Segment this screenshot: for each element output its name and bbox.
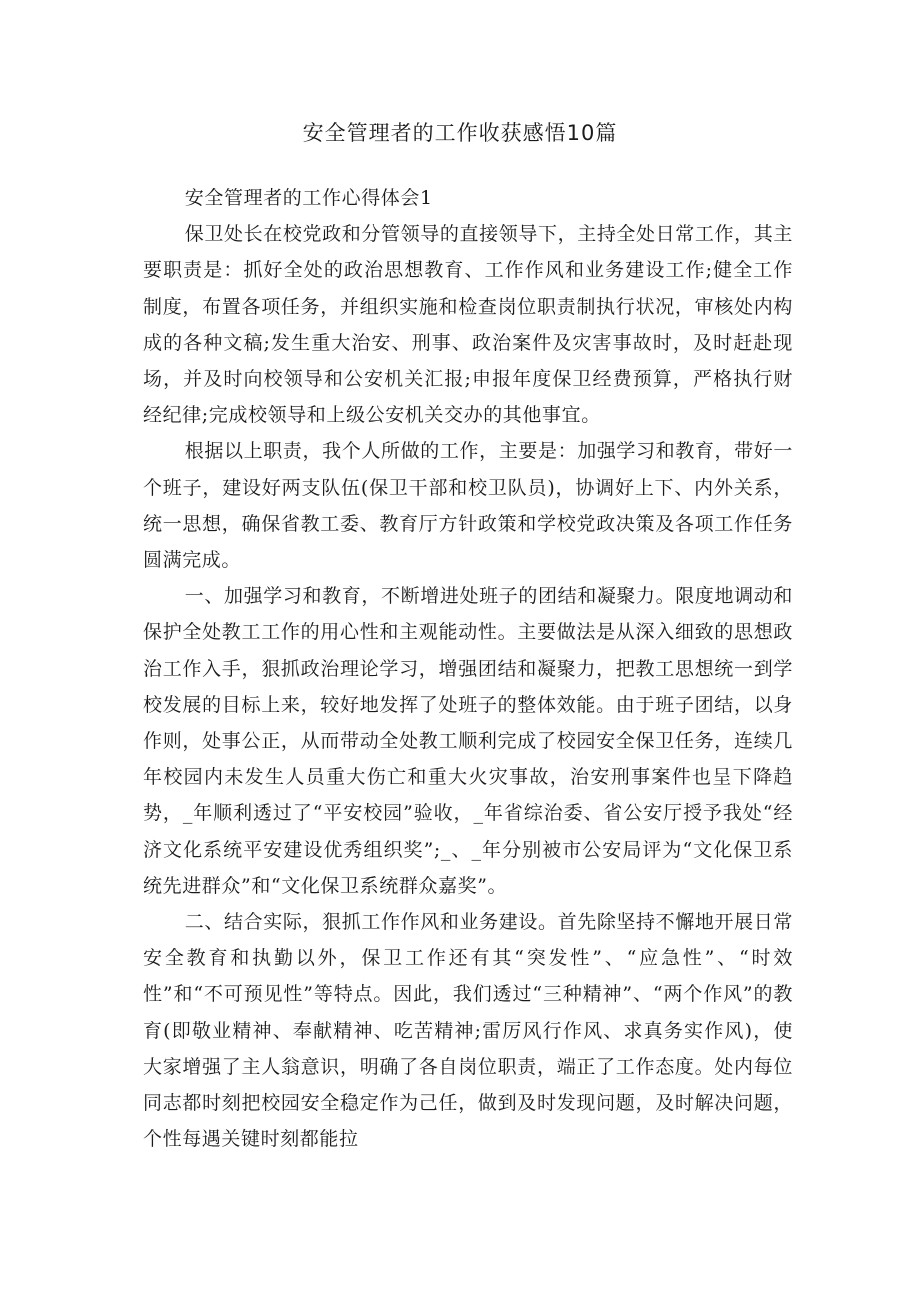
paragraph-duties: 保卫处长在校党政和分管领导的直接领导下，主持全处日常工作，其主要职责是：抓好全处的政治思想教育、工作作风和业务建设工作;健全工作制度，布置各项任务，并组织实施和检查岗位职责制执行状况，审核处内构成的各种文稿;发生重大治安、刑事、政治案件及灾害事故时，及时赶赴现场，并及时向校领导和公安机关汇报;申报年度保卫经费预算，严格执行财经纪律;完成校领导和上级公安机关交办的其他事宜。 (143, 223, 793, 427)
document-body (143, 180, 793, 1157)
section-heading: 安全管理者的工作心得体会1 (184, 187, 433, 209)
document-title: 安全管理者的工作收获感悟10篇 (302, 121, 618, 145)
paragraph-study-education: 一、加强学习和教育，不断增进处班子的团结和凝聚力。限度地调动和保护全处教工工作的用心性和主观能动性。主要做法是从深入细致的思想政治工作入手，狠抓政治理论学习，增强团结和凝聚力，把教工思想统一到学校发展的目标上来，较好地发挥了处班子的整体效能。由于班子团结，以身作则，处事公正，从而带动全处教工顺利完成了校园安全保卫任务，连续几年校园内未发生人员重大伤亡和重大火灾事故，治安刑事案件也呈下降趋势，_年顺利透过了“平安校园”验收，_年省综治委、省公安厅授予我处“经济文化系统平安建设优秀组织奖”;_、_年分别被市公安局评为“文化保卫系统先进群众”和“文化保卫系统群众嘉奖”。 (143, 585, 793, 897)
paragraph-work-summary: 根据以上职责，我个人所做的工作，主要是：加强学习和教育，带好一个班子，建设好两支队伍(保卫干部和校卫队员)，协调好上下、内外关系，统一思想，确保省教工委、教育厅方针政策和学校党政决策及各项工作任务圆满完成。 (143, 440, 793, 572)
paragraph-work-style: 二、结合实际，狠抓工作作风和业务建设。首先除坚持不懈地开展日常安全教育和执勤以外，保卫工作还有其“突发性”、“应急性”、“时效性”和“不可预见性”等特点。因此，我们透过“三种精神”、“两个作风”的教育(即敬业精神、奉献精神、吃苦精神;雷厉风行作风、求真务实作风)，使大家增强了主人翁意识，明确了各自岗位职责，端正了工作态度。处内每位同志都时刻把校园安全稳定作为己任，做到及时发现问题，及时解决问题，个性每遇关键时刻都能拉 (143, 911, 793, 1151)
